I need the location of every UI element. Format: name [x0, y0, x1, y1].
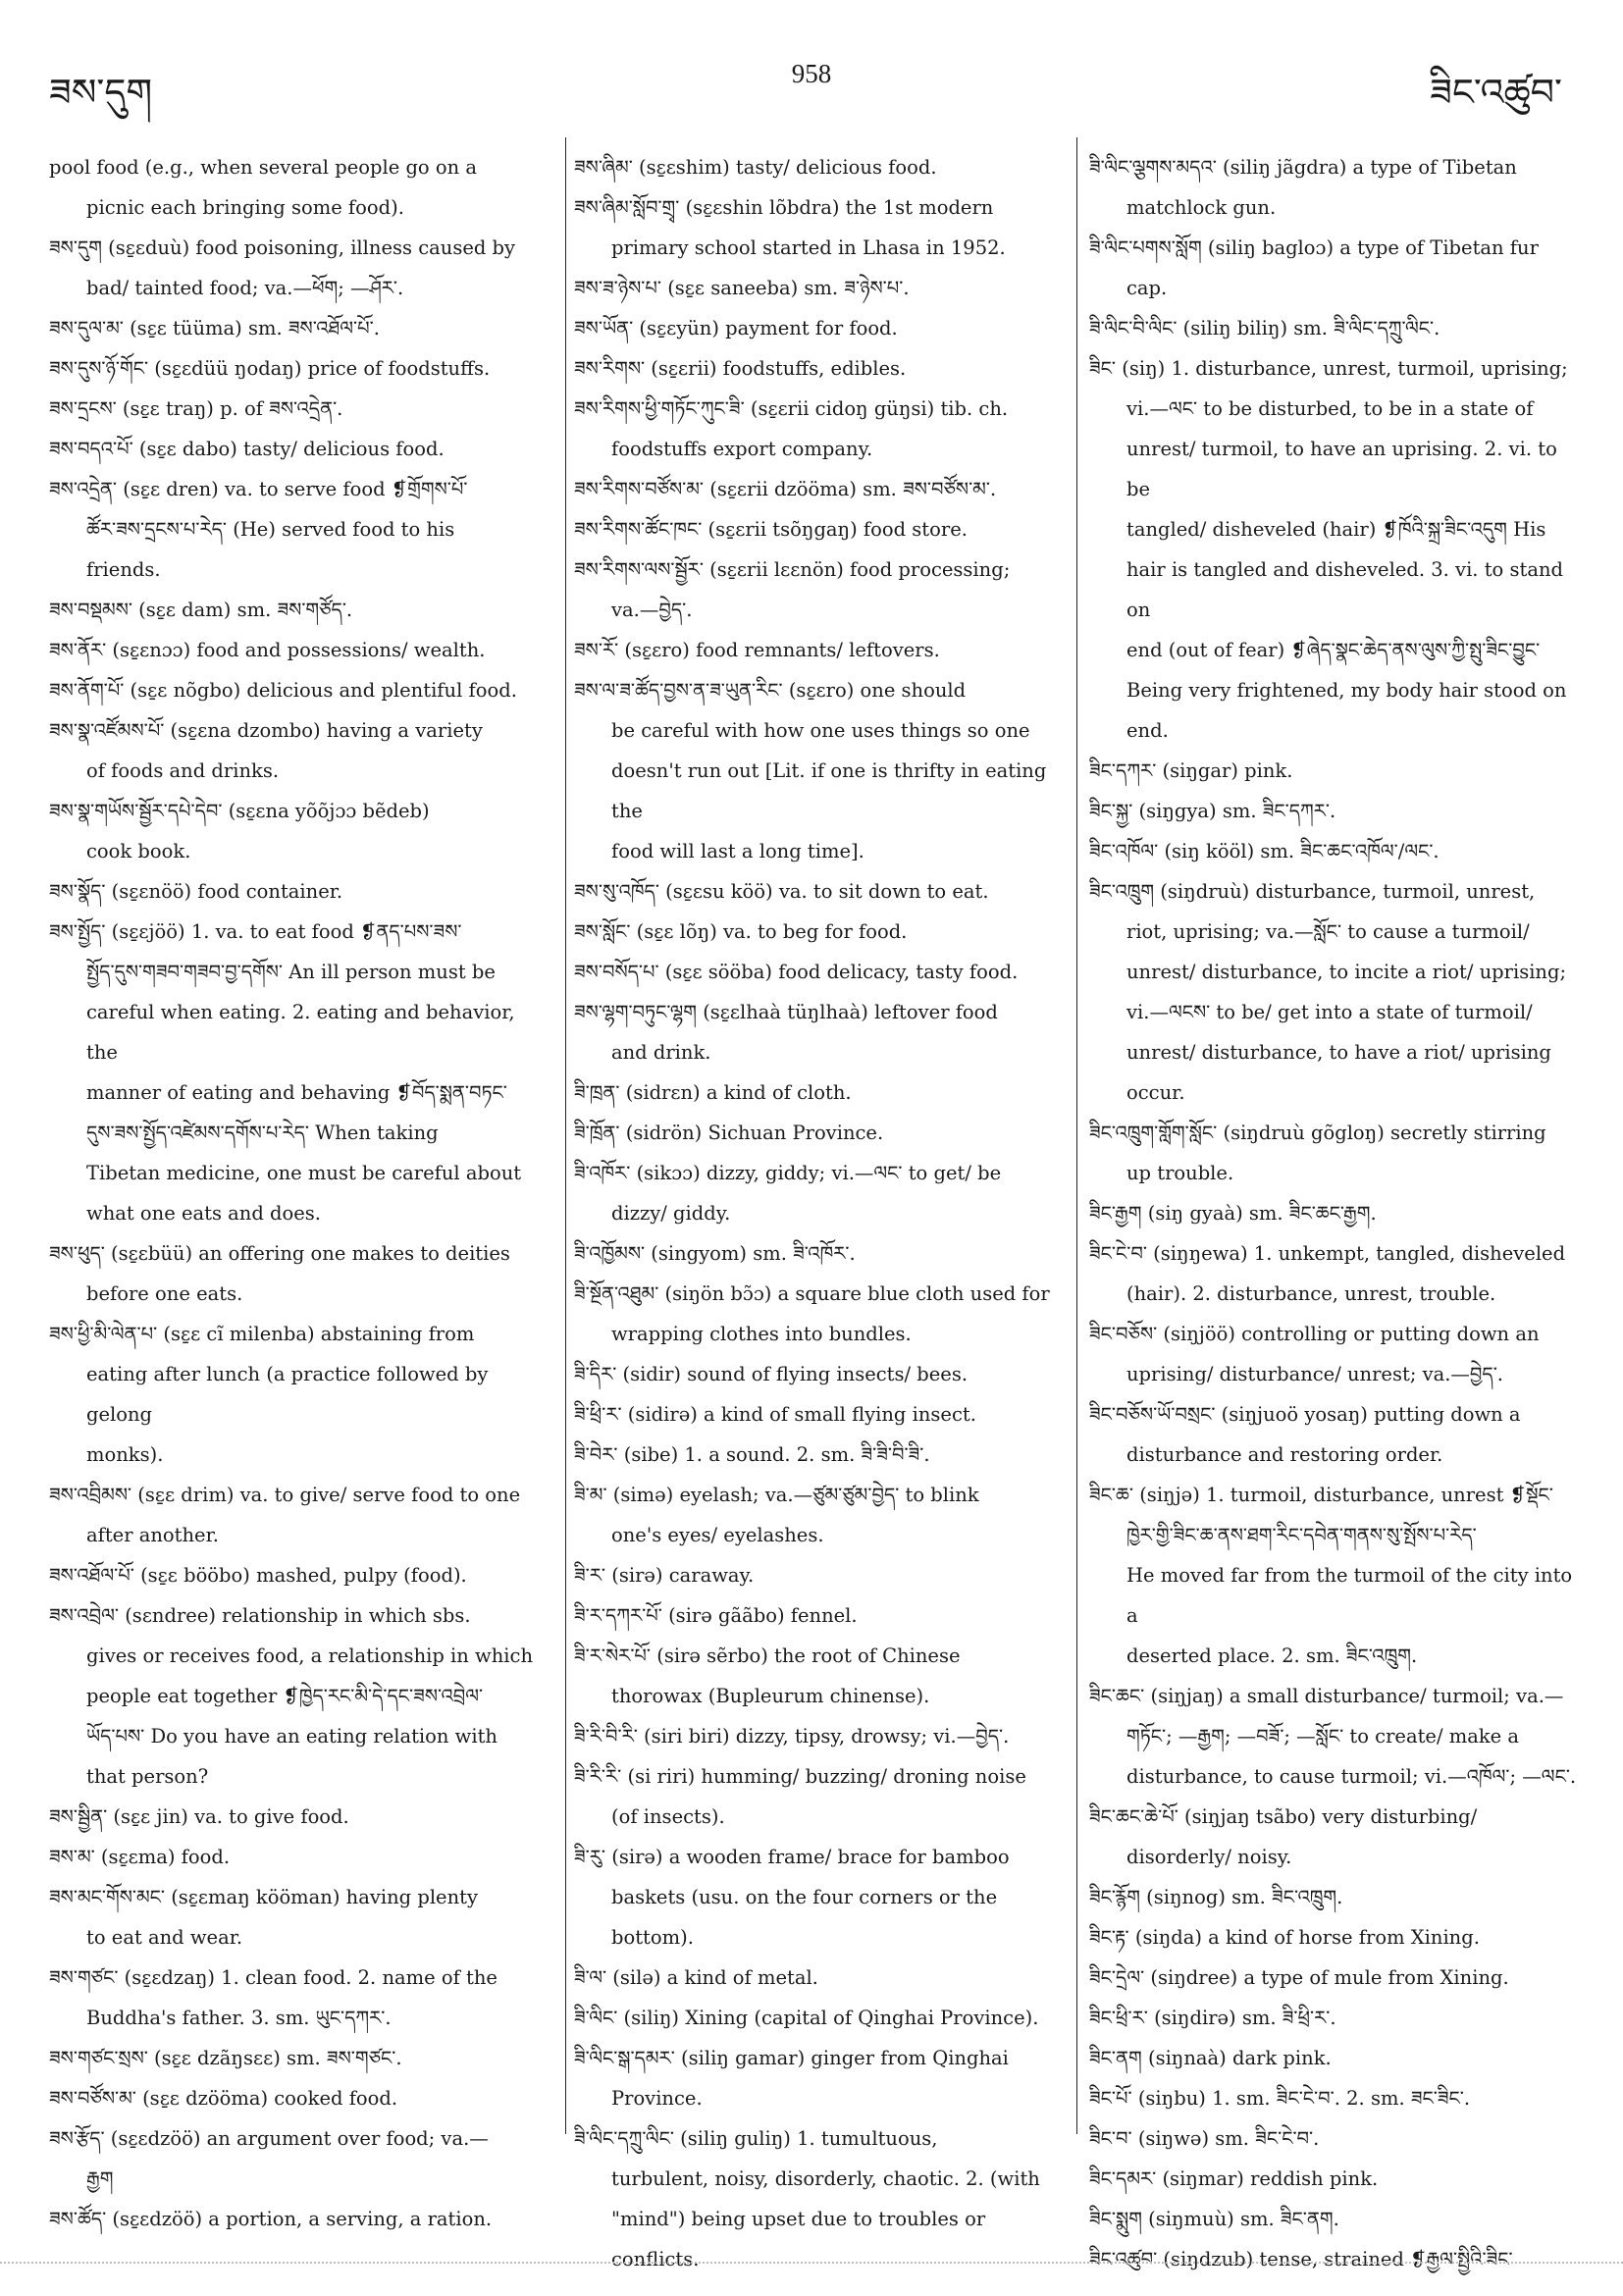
entry-line: ཟི་ར་ (sirə) caraway.	[574, 1564, 755, 1587]
dictionary-entry	[574, 952, 1065, 992]
dictionary-entry	[49, 1797, 548, 1837]
entry-line: ཟས་རིགས་ལས་སྦྱོར་ (sɛ̱ɛrii lɛɛnön) food processing;	[574, 558, 1011, 581]
page-number: 958	[791, 59, 832, 88]
dictionary-entry	[574, 1555, 1065, 1595]
entry-line: careful when eating. 2. eating and behavior, the	[86, 1001, 515, 1064]
dictionary-entry	[49, 2118, 548, 2199]
dictionary-entry	[574, 308, 1065, 348]
dictionary-entry	[49, 1475, 548, 1555]
dictionary-column	[574, 147, 1065, 2279]
entry-line: ཟས་ནོར་ (sɛ̱ɛnɔɔ) food and possessions/ wealth.	[49, 639, 486, 661]
entry-line: ཟས་སློང་ (sɛ̱ɛ lõŋ) va. to beg for food.	[574, 920, 908, 943]
entry-line: ཟིང་ངེ་བ་ (siŋŋewa) 1. unkempt, tangled, disheveled	[1089, 1242, 1566, 1265]
entry-line: ཟིང་ཆང་ (siŋjaŋ) a small disturbance/ turmoil; va.—	[1089, 1685, 1564, 1707]
dictionary-entry	[49, 912, 548, 1233]
entry-line: ཟིང་དཀར་ (siŋgar) pink.	[1089, 759, 1293, 782]
entry-line: ཟི་ཕྲི་ར་ (sidirə) a kind of small flying insect.	[574, 1403, 976, 1426]
entry-line: end (out of fear) ❡ཞེད་སྣང་ཆེད་ནས་ལུས་ཀྱི་སྤུ་ཟིང་བྱུང་	[1126, 639, 1541, 661]
entry-line: ཟིང་དམར་ (siŋmar) reddish pink.	[1089, 2167, 1379, 2190]
dictionary-entry	[49, 469, 548, 590]
entry-line: primary school started in Lhasa in 1952.	[611, 236, 1006, 259]
entry-line: ཟས་མ་ (sɛ̱ɛma) food.	[49, 1846, 231, 1868]
entry-line: one's eyes/ eyelashes.	[611, 1524, 824, 1546]
dictionary-entry	[1089, 871, 1580, 1113]
dictionary-entry	[49, 1837, 548, 1877]
entry-line: ཁྱེར་གྱི་ཟིང་ཆ་ནས་ཐག་རིང་དབེན་གནས་སུ་སྤོས་པ་རེད་	[1126, 1524, 1477, 1546]
dictionary-entry	[574, 549, 1065, 630]
entry-line: ཟིང་སྨུག (siŋmuù) sm. ཟིང་ནག.	[1089, 2208, 1339, 2230]
entry-line: ཟས་སྦྱིན་ (sɛ̱ɛ jin) va. to give food.	[49, 1805, 349, 1828]
entry-line: ཟིང་བ་ (siŋwə) sm. ཟིང་ངེ་བ་.	[1089, 2127, 1320, 2150]
entry-line: སྤྱོད་དུས་གཟབ་གཟབ་བྱ་དགོས་ An ill person must be	[86, 961, 496, 983]
entry-line: turbulent, noisy, disorderly, chaotic. 2. (with	[611, 2167, 1040, 2190]
entry-line: va.—བྱེད་.	[611, 599, 693, 621]
dictionary-entry	[574, 1233, 1065, 1274]
dictionary-entry	[49, 348, 548, 389]
entry-line: ཟིང་འཁོལ་ (siŋ kööl) sm. ཟིང་ཆང་འཁོལ་/ལང་.	[1089, 840, 1440, 862]
dictionary-entry	[1089, 308, 1580, 348]
running-head-left: ཟས་དུག	[49, 71, 153, 114]
dictionary-entry	[574, 992, 1065, 1072]
dictionary-entry	[1089, 228, 1580, 308]
entry-line: ཟས་འདྲེན་ (sɛ̱ɛ dren) va. to serve food ❡གྲོགས་པོ་	[49, 478, 468, 500]
entry-line: Province.	[611, 2087, 703, 2110]
entry-line: matchlock gun.	[1126, 196, 1277, 219]
entry-line: ཟི་ལིང་ (siliŋ) Xining (capital of Qinghai Province).	[574, 2007, 1039, 2029]
entry-line: manner of eating and behaving ❡བོད་སྨན་བཏང་	[86, 1081, 507, 1104]
running-head-right: ཟིང་འཚུབ་	[1430, 71, 1562, 114]
entry-line: baskets (usu. on the four corners or the bottom).	[611, 1886, 998, 1949]
column-divider	[565, 137, 566, 2134]
entry-line: ཟས་དུས་ཉོ་གོང་ (sɛ̱ɛdüü ŋodaŋ) price of foodstuffs.	[49, 357, 491, 380]
entry-line: ཟས་རོ་ (sɛ̱ɛro) food remnants/ leftovers.	[574, 639, 940, 661]
dictionary-entry	[1089, 751, 1580, 791]
entry-line: ཟས་ཡོན་ (sɛ̱ɛyün) payment for food.	[574, 317, 898, 339]
entry-line: ཟིང་ཕྲི་ར་ (siŋdirə) sm. ཟི་ཕྲི་ར་.	[1089, 2007, 1336, 2029]
entry-line: ཟིང་བཅོས་ཡོ་བསྲང་ (siŋjuoö yosaŋ) putting down a	[1089, 1403, 1521, 1426]
entry-line: ཟིང་འཁྲུག (siŋdruù) disturbance, turmoil, unrest,	[1089, 880, 1536, 903]
entry-line: ཡོད་པས་ Do you have an eating relation with	[86, 1725, 497, 1748]
entry-line: ཟས་མང་གོས་མང་ (sɛ̱ɛmaŋ kööman) having plenty	[49, 1886, 479, 1908]
dictionary-entry	[49, 2199, 548, 2239]
dictionary-entry	[574, 1435, 1065, 1475]
entry-line: uprising/ disturbance/ unrest; va.—བྱེད་.	[1126, 1363, 1504, 1385]
entry-line: ཟི་ར་སེར་པོ་ (sirə sẽrbo) the root of Chinese	[574, 1644, 961, 1667]
entry-line: ཟས་སྣ་འཛོམས་པོ་ (sɛ̱ɛna dzombo) having a variety	[49, 719, 483, 742]
entry-line: ཟིང་འཁྲུག་གློག་སློང་ (siŋdruù gõgloŋ) secretly stirring	[1089, 1122, 1546, 1144]
entry-line: occur.	[1126, 1081, 1185, 1104]
entry-line: ཟས་དྲངས་ (sɛ̱ɛ traŋ) p. of ཟས་འདྲེན་.	[49, 397, 343, 420]
entry-line: ཟིང་ཆ་ (siŋjə) 1. turmoil, disturbance, unrest ❡སྡོང་	[1089, 1484, 1553, 1506]
entry-line: ཟི་རུ་ (sirə) a wooden frame/ brace for bamboo	[574, 1846, 1010, 1868]
dictionary-entry	[1089, 1957, 1580, 1998]
entry-line: ཟས་ཚོད་ (sɛ̱ɛdzöö) a portion, a serving, a ration.	[49, 2208, 493, 2230]
entry-line: ཟི་དིར་ (sidir) sound of flying insects/ bees.	[574, 1363, 969, 1385]
entry-line: ཟིང་རྙོག (siŋnog) sm. ཟིང་འཁྲུག.	[1089, 1886, 1343, 1908]
dictionary-entry	[574, 469, 1065, 509]
dictionary-entry	[574, 1957, 1065, 1998]
entry-line: after another.	[86, 1524, 219, 1546]
dictionary-entry	[49, 871, 548, 912]
dictionary-entry	[1089, 1998, 1580, 2038]
entry-line: ཟས་བཙོས་མ་ (sɛ̱ɛ dzööma) cooked food.	[49, 2087, 398, 2110]
dictionary-entry	[1089, 2239, 1580, 2279]
entry-line: picnic each bringing some food).	[86, 196, 404, 219]
entry-line: ཟི་འཁྱོམས་ (singyom) sm. ཟི་འཁོར་.	[574, 1242, 856, 1265]
entry-line: ཟིང་སྐྱ་ (siŋgya) sm. ཟིང་དཀར་.	[1089, 800, 1336, 822]
entry-line: friends.	[86, 558, 161, 581]
entry-line: what one eats and does.	[86, 1202, 321, 1225]
entry-line: disturbance and restoring order.	[1126, 1443, 1443, 1466]
entry-line: ཟི་སྔོན་འཐུམ་ (siŋön bɔ̃ɔ) a square blue cloth used for	[574, 1282, 1050, 1305]
entry-line: unrest/ turmoil, to have an uprising. 2. vi. to be	[1126, 438, 1557, 500]
scan-edge-dots	[0, 2262, 1623, 2264]
dictionary-entry	[574, 187, 1065, 268]
dictionary-entry	[1089, 1797, 1580, 1877]
entry-line: ཟས་སྣ་གཡོས་སྦྱོར་དཔེ་དེབ་ (sɛ̱ɛna yõõjɔɔ bẽdeb)	[49, 800, 430, 822]
entry-line: ཟས་སྣོད་ (sɛ̱ɛnöö) food container.	[49, 880, 343, 903]
entry-line: riot, uprising; va.—སློང་ to cause a turmoil/	[1126, 920, 1530, 943]
entry-line: of foods and drinks.	[86, 759, 280, 782]
entry-line: gives or receives food, a relationship in which	[86, 1644, 534, 1667]
entry-line: that person?	[86, 1765, 209, 1788]
entry-line: dizzy/ giddy.	[611, 1202, 731, 1225]
entry-line: be careful with how one uses things so one	[611, 719, 1030, 742]
entry-line: He moved far from the turmoil of the city into a	[1126, 1564, 1573, 1627]
dictionary-entry	[1089, 1233, 1580, 1314]
entry-line: "mind") being upset due to troubles or conflicts.	[611, 2208, 986, 2270]
dictionary-entry	[1089, 791, 1580, 831]
entry-line: (hair). 2. disturbance, unrest, trouble.	[1126, 1282, 1496, 1305]
entry-line: ཟི་མ་ (simə) eyelash; va.—ཙུམ་ཙུམ་བྱེད་ to blink	[574, 1484, 979, 1506]
entry-line: to eat and wear.	[86, 1926, 243, 1949]
dictionary-entry	[574, 1716, 1065, 1756]
dictionary-entry	[1089, 1475, 1580, 1676]
entry-line: cook book.	[86, 840, 191, 862]
dictionary-entry	[574, 2118, 1065, 2279]
dictionary-entry	[1089, 1877, 1580, 1917]
entry-line: ཟས་རིགས་ (sɛ̱ɛrii) foodstuffs, edibles.	[574, 357, 907, 380]
dictionary-entry	[49, 389, 548, 429]
dictionary-entry	[49, 2078, 548, 2118]
dictionary-entry	[1089, 147, 1580, 228]
entry-line: ཟས་ཟ་ཉེས་པ་ (sɛ̱ɛ saneeba) sm. ཟ་ཉེས་པ་.	[574, 277, 910, 299]
entry-line: ཟས་ཕུད་ (sɛ̱ɛbüü) an offering one makes to deities	[49, 1242, 510, 1265]
dictionary-entry	[1089, 1193, 1580, 1233]
entry-line: disturbance, to cause turmoil; vi.—འཁོལ་; —ལང་.	[1126, 1765, 1577, 1788]
entry-line: eating after lunch (a practice followed by gelong	[86, 1363, 489, 1426]
entry-line: ཟིང་ནག (siŋnaà) dark pink.	[1089, 2047, 1332, 2069]
dictionary-entry	[574, 2038, 1065, 2118]
entry-line: ཟས་ཕྱི་མི་ལེན་པ་ (sɛ̱ɛ cĩ milenba) abstaining from	[49, 1323, 475, 1345]
entry-line: ཟས་དུག (sɛ̱ɛduù) food poisoning, illness caused by	[49, 236, 516, 259]
entry-line: ཟིང་ (siŋ) 1. disturbance, unrest, turmoil, uprising;	[1089, 357, 1568, 380]
entry-line: ཟི་ལིང་དཀྲུ་ལིང་ (siliŋ guliŋ) 1. tumultuous,	[574, 2127, 938, 2150]
entry-line: before one eats.	[86, 1282, 243, 1305]
entry-line: ཟས་སུ་འཁོད་ (sɛ̱ɛsu köö) va. to sit down to eat.	[574, 880, 989, 903]
dictionary-entry	[574, 1475, 1065, 1555]
dictionary-entry	[49, 308, 548, 348]
entry-line: ཟི་ར་དཀར་པོ་ (sirə gããbo) fennel.	[574, 1604, 858, 1627]
dictionary-entry	[574, 147, 1065, 187]
dictionary-entry	[574, 871, 1065, 912]
entry-line: ཟི་རི་བི་རི་ (siri biri) dizzy, tipsy, drowsy; vi.—བྱེད་.	[574, 1725, 1010, 1748]
entry-line: ཟིང་ཆང་ཆེ་པོ་ (siŋjaŋ tsãbo) very disturbing/	[1089, 1805, 1478, 1828]
entry-line: ཟི་འཁོར་ (sikɔɔ) dizzy, giddy; vi.—ལང་ to get/ be	[574, 1162, 1002, 1184]
dictionary-entry	[574, 1998, 1065, 2038]
dictionary-entry	[574, 1113, 1065, 1153]
entry-line: ཟི་རི་རི་ (si riri) humming/ buzzing/ droning noise	[574, 1765, 1026, 1788]
entry-line: ཟས་ཞིམ་ (sɛ̱ɛshim) tasty/ delicious food.	[574, 156, 937, 179]
entry-line: ཟི་ཁྲོན་ (sidrön) Sichuan Province.	[574, 1122, 884, 1144]
entry-line: pool food (e.g., when several people go on a	[49, 156, 477, 179]
dictionary-entry	[49, 1314, 548, 1475]
entry-line: ཟས་ལ་ཟ་ཚོད་བྱས་ན་ཟ་ཡུན་རིང་ (sɛ̱ɛro) one should	[574, 679, 967, 702]
entry-line: ཟས་སྤྱོད་ (sɛ̱ɛjöö) 1. va. to eat food ❡ནད་པས་ཟས་	[49, 920, 462, 943]
entry-line: wrapping clothes into bundles.	[611, 1323, 912, 1345]
entry-line: ཟས་རིགས་ཚོང་ཁང་ (sɛ̱ɛrii tsõŋgaŋ) food store.	[574, 518, 968, 541]
dictionary-entry	[1089, 2199, 1580, 2239]
entry-line: ཟིང་འཚུབ་ (siŋdzub) tense, strained ❡རྒྱལ་སྤྱིའི་ཟིང་	[1089, 2248, 1513, 2270]
entry-line: ཟས་བདའ་པོ་ (sɛ̱ɛ dabo) tasty/ delicious food.	[49, 438, 445, 460]
entry-line: ཟི་ལ་ (silə) a kind of metal.	[574, 1966, 818, 1989]
dictionary-entry	[574, 1756, 1065, 1837]
entry-line: ཟས་གཙང་སྲས་ (sɛ̱ɛ dzãŋsɛɛ) sm. ཟས་གཙང་.	[49, 2047, 402, 2069]
entry-line: ཟི་ལིང་བི་ལིང་ (siliŋ biliŋ) sm. ཟི་ལིང་དཀྲུ་ལིང་.	[1089, 317, 1440, 339]
entry-line: Being very frightened, my body hair stood on	[1126, 679, 1567, 702]
entry-line: end.	[1126, 719, 1169, 742]
dictionary-entry	[49, 1595, 548, 1797]
entry-line: གཏོང་; —རྒྱག; —བཟོ་; —སློང་ to create/ make a	[1126, 1725, 1520, 1748]
entry-line: ཟིང་པོ་ (siŋbu) 1. sm. ཟིང་ངེ་བ་. 2. sm. ཟང་ཟིང་.	[1089, 2087, 1471, 2110]
entry-line: ཟས་བསོད་པ་ (sɛ̱ɛ sööba) food delicacy, tasty food.	[574, 961, 1019, 983]
dictionary-entry	[574, 268, 1065, 308]
entry-line: people eat together ❡ཁྱེད་རང་མི་དེ་དང་ཟས་འབྲེལ་	[86, 1685, 484, 1707]
dictionary-entry	[574, 1595, 1065, 1636]
dictionary-entry	[1089, 2078, 1580, 2118]
entry-line: disorderly/ noisy.	[1126, 1846, 1292, 1868]
entry-line: thorowax (Bupleurum chinense).	[611, 1685, 930, 1707]
entry-line: ཟིང་བཅོས་ (siŋjöö) controlling or putting down an	[1089, 1323, 1540, 1345]
dictionary-entry	[49, 670, 548, 710]
entry-line: ཟིང་དྲེལ་ (siŋdree) a type of mule from Xining.	[1089, 1966, 1509, 1989]
entry-line: ཟས་བསྡམས་ (sɛ̱ɛ dam) sm. ཟས་གཙོད་.	[49, 599, 353, 621]
entry-line: up trouble.	[1126, 1162, 1234, 1184]
entry-line: ཟི་ལིང་པགས་སློག (siliŋ bagloɔ) a type of Tibetan fur	[1089, 236, 1539, 259]
entry-line: དུས་ཟས་སྤྱོད་འཛེམས་དགོས་པ་རེད་ When taking	[86, 1122, 439, 1144]
dictionary-entry	[574, 1636, 1065, 1716]
dictionary-entry	[49, 2038, 548, 2078]
dictionary-entry	[1089, 1314, 1580, 1394]
entry-line: ཟིང་རྒྱག (siŋ gyaà) sm. ཟིང་ཆང་རྒྱག.	[1089, 1202, 1377, 1225]
dictionary-entry	[49, 1957, 548, 2038]
entry-line: ཟས་འབྲེལ་ (sɛndree) relationship in which sbs.	[49, 1604, 471, 1627]
dictionary-entry	[574, 348, 1065, 389]
entry-line: vi.—ལངས་ to be/ get into a state of turmoil/	[1126, 1001, 1533, 1023]
dictionary-entry	[574, 1153, 1065, 1233]
entry-line: ཟས་རིགས་ཕྱི་གཏོང་ཀུང་ཟི་ (sɛ̱ɛrii cidoŋ güŋsi) tib. ch.	[574, 397, 1009, 420]
dictionary-entry	[574, 670, 1065, 871]
dictionary-entry	[574, 1274, 1065, 1354]
dictionary-entry	[49, 630, 548, 670]
entry-line: ཚོར་ཟས་དྲངས་པ་རེད་ (He) served food to his	[86, 518, 455, 541]
dictionary-entry	[1089, 2159, 1580, 2199]
dictionary-entry	[574, 630, 1065, 670]
dictionary-entry	[1089, 348, 1580, 751]
dictionary-entry	[49, 791, 548, 871]
dictionary-entry	[49, 429, 548, 469]
entry-line: tangled/ disheveled (hair) ❡ཁོའི་སྐྲ་ཟིང་འདུག His	[1126, 518, 1546, 541]
entry-line: monks).	[86, 1443, 164, 1466]
entry-line: doesn't run out [Lit. if one is thrifty in eating the	[611, 759, 1047, 822]
entry-line: unrest/ disturbance, to incite a riot/ uprising;	[1126, 961, 1567, 983]
dictionary-entry	[574, 912, 1065, 952]
dictionary-entry	[49, 1555, 548, 1595]
dictionary-entry	[49, 1877, 548, 1957]
dictionary-entry	[1089, 831, 1580, 871]
column-divider	[1076, 137, 1077, 2134]
dictionary-entry	[49, 147, 548, 228]
dictionary-entry	[49, 1233, 548, 1314]
entry-line: hair is tangled and disheveled. 3. vi. to stand on	[1126, 558, 1563, 621]
dictionary-column	[49, 147, 548, 2239]
dictionary-entry	[49, 590, 548, 630]
entry-line: ཟི་ལིང་སྒ་དམར་ (siliŋ gamar) ginger from Qinghai	[574, 2047, 1009, 2069]
entry-line: deserted place. 2. sm. ཟིང་འཁྲུག.	[1126, 1644, 1418, 1667]
entry-line: unrest/ disturbance, to have a riot/ uprising	[1126, 1041, 1551, 1064]
entry-line: ཟས་གཙང་ (sɛ̱ɛdzaŋ) 1. clean food. 2. name of the	[49, 1966, 497, 1989]
entry-line: ཟི་ལིང་ལྕགས་མདའ་ (siliŋ jãgdra) a type of Tibetan	[1089, 156, 1517, 179]
dictionary-entry	[574, 509, 1065, 549]
dictionary-entry	[49, 228, 548, 308]
dictionary-entry	[49, 710, 548, 791]
entry-line: ཟས་ཞིམ་སློབ་གྲྭ་ (sɛ̱ɛshin lõbdra) the 1st modern	[574, 196, 994, 219]
entry-line: ཟས་ནོག་པོ་ (sɛ̱ɛ nõgbo) delicious and plentiful food.	[49, 679, 517, 702]
entry-line: ཟི་བེར་ (sibe) 1. a sound. 2. sm. ཟི་ཟི་བི་ཟི་.	[574, 1443, 930, 1466]
dictionary-entry	[1089, 1676, 1580, 1797]
entry-line: and drink.	[611, 1041, 711, 1064]
entry-line: Buddha's father. 3. sm. ཡུང་དཀར་.	[86, 2007, 392, 2029]
entry-line: foodstuffs export company.	[611, 438, 873, 460]
entry-line: ཟིང་རྟ་ (siŋda) a kind of horse from Xining.	[1089, 1926, 1480, 1949]
dictionary-entry	[1089, 1394, 1580, 1475]
dictionary-entry	[574, 1072, 1065, 1113]
dictionary-entry	[574, 1354, 1065, 1394]
entry-line: ཟས་རྩོད་ (sɛ̱ɛdzöö) an argument over food; va.—	[49, 2127, 489, 2150]
entry-line: ཟས་འཐོལ་པོ་ (sɛ̱ɛ bööbo) mashed, pulpy (food).	[49, 1564, 467, 1587]
entry-line: food will last a long time].	[611, 840, 864, 862]
entry-line: (of insects).	[611, 1805, 725, 1828]
dictionary-entry	[574, 389, 1065, 469]
dictionary-column	[1089, 147, 1580, 2279]
dictionary-entry	[574, 1394, 1065, 1435]
entry-line: རྒྱག	[86, 2167, 114, 2190]
entry-line: bad/ tainted food; va.—ཕོག; —ཤོར་.	[86, 277, 404, 299]
entry-line: ཟི་ཁྲན་ (sidrɛn) a kind of cloth.	[574, 1081, 852, 1104]
dictionary-entry	[574, 1837, 1065, 1957]
dictionary-entry	[1089, 1917, 1580, 1957]
dictionary-entry	[1089, 1113, 1580, 1193]
dictionary-entry	[1089, 2038, 1580, 2078]
entry-line: vi.—ལང་ to be disturbed, to be in a state of	[1126, 397, 1534, 420]
entry-line: cap.	[1126, 277, 1168, 299]
entry-line: Tibetan medicine, one must be careful about	[86, 1162, 522, 1184]
dictionary-entry	[1089, 2118, 1580, 2159]
entry-line: ཟས་དུལ་མ་ (sɛ̱ɛ tüüma) sm. ཟས་འཐོལ་པོ་.	[49, 317, 380, 339]
entry-line: ཟས་རིགས་བཙོས་མ་ (sɛ̱ɛrii dzööma) sm. ཟས་བཙོས་མ་.	[574, 478, 997, 500]
entry-line: ཟས་འབྲིམས་ (sɛ̱ɛ drim) va. to give/ serve food to one	[49, 1484, 521, 1506]
entry-line: ཟས་ལྷག་བཏུང་ལྷག (sɛ̱ɛlhaà tüŋlhaà) leftover food	[574, 1001, 998, 1023]
